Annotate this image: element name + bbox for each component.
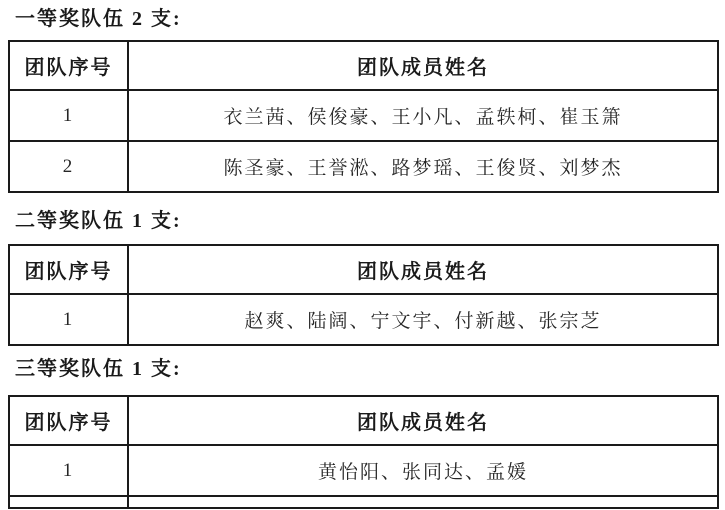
first-prize-table xyxy=(8,40,719,193)
table-row xyxy=(9,141,718,192)
table-header-row xyxy=(9,245,718,294)
team-number-cell: 1 xyxy=(9,294,128,345)
column-header-member-names: 团队成员姓名 xyxy=(128,41,718,90)
team-members-cell: 衣兰茜、侯俊豪、王小凡、孟轶柯、崔玉箫 xyxy=(128,90,718,141)
section-heading-second-prize: 二等奖队伍 1 支: xyxy=(15,210,182,232)
team-number-cell-empty xyxy=(9,496,128,508)
team-members-cell: 赵爽、陆阔、宁文宇、付新越、张宗芝 xyxy=(128,294,718,345)
team-number-cell: 1 xyxy=(9,445,128,496)
team-number-cell: 1 xyxy=(9,90,128,141)
award-section-third-prize xyxy=(0,357,725,509)
table-header-row xyxy=(9,396,718,445)
table-header-row xyxy=(9,41,718,90)
document-page xyxy=(0,7,725,509)
team-members-cell-empty xyxy=(128,496,718,508)
column-header-team-number: 团队序号 xyxy=(9,245,128,294)
section-heading-first-prize: 一等奖队伍 2 支: xyxy=(15,8,182,30)
column-header-member-names: 团队成员姓名 xyxy=(128,396,718,445)
table-row xyxy=(9,90,718,141)
table-row xyxy=(9,445,718,496)
team-members-cell: 黄怡阳、张同达、孟媛 xyxy=(128,445,718,496)
second-prize-table xyxy=(8,244,719,346)
team-number-cell: 2 xyxy=(9,141,128,192)
award-section-first-prize xyxy=(0,7,725,193)
third-prize-table xyxy=(8,395,719,509)
team-members-cell: 陈圣豪、王誉淞、路梦瑶、王俊贤、刘梦杰 xyxy=(128,141,718,192)
column-header-member-names: 团队成员姓名 xyxy=(128,245,718,294)
award-section-second-prize xyxy=(0,209,725,346)
table-row xyxy=(9,294,718,345)
column-header-team-number: 团队序号 xyxy=(9,41,128,90)
section-heading-third-prize: 三等奖队伍 1 支: xyxy=(15,358,182,380)
column-header-team-number: 团队序号 xyxy=(9,396,128,445)
clipped-partial-row xyxy=(9,496,718,508)
